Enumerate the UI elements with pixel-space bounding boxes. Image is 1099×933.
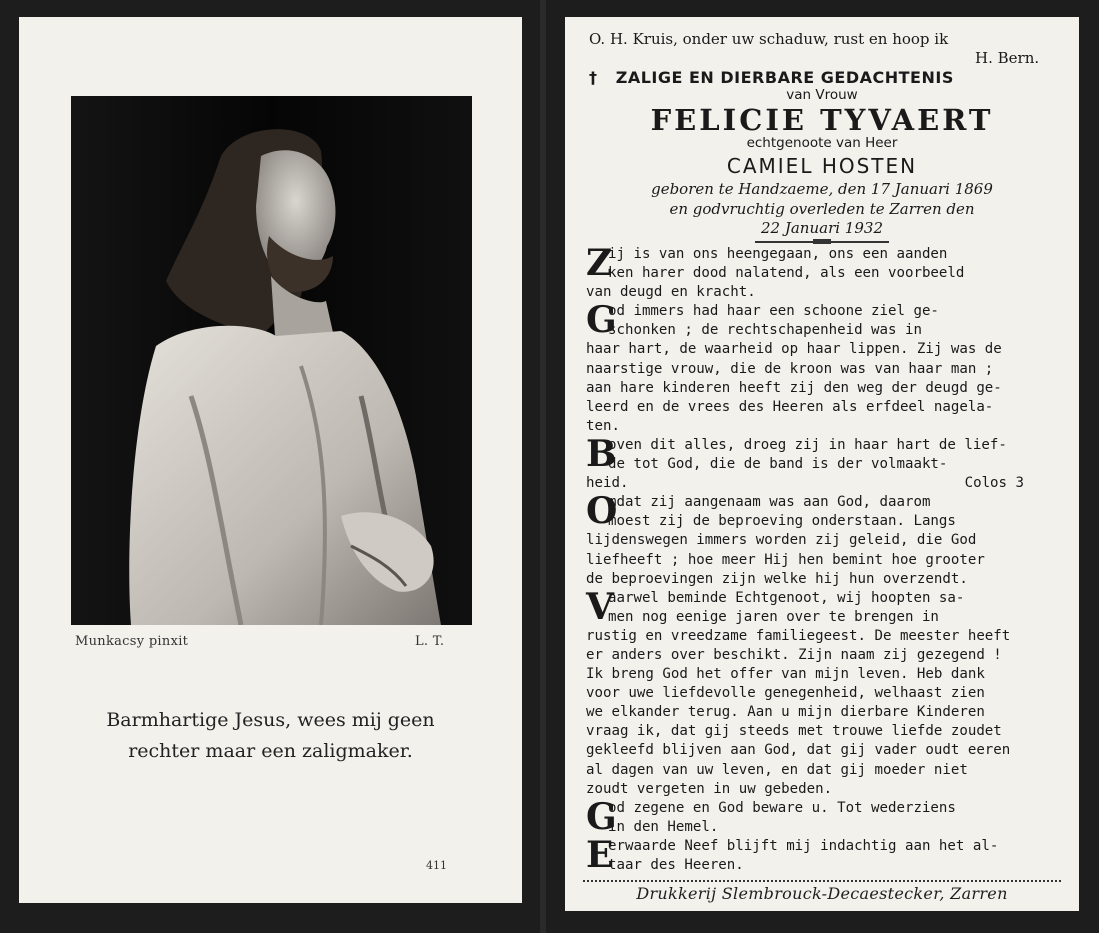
engraver-caption: L. T.	[415, 634, 445, 649]
right-card	[546, 0, 1099, 933]
card-number: 411	[426, 859, 447, 872]
drop-cap: E	[586, 833, 614, 876]
left-card	[0, 0, 540, 933]
cross-icon: †	[589, 68, 598, 87]
left-card-face	[19, 17, 522, 903]
prayer-line: Barmhartige Jesus, wees mij geen	[106, 709, 435, 731]
drop-cap: O	[586, 490, 618, 533]
divider-rule	[755, 241, 889, 243]
portrait-image	[71, 96, 472, 625]
prayer-text	[49, 705, 492, 767]
memorial-title-row	[589, 68, 954, 87]
deceased-name: FELICIE TYVAERT	[650, 103, 994, 137]
death-date: 22 Januari 1932	[761, 219, 883, 237]
right-card-face	[565, 17, 1079, 911]
van-vrouw: van Vrouw	[786, 87, 858, 103]
memorial-title: ZALIGE EN DIERBARE GEDACHTENIS	[615, 68, 954, 87]
memorial-text	[586, 242, 1060, 876]
artist-caption: Munkacsy pinxit	[75, 634, 189, 649]
drop-cap: G	[586, 795, 617, 838]
spouse-intro: echtgenoote van Heer	[746, 135, 898, 151]
paragraph: E erwaarde Neef blijft mij indachtig aan het al- taar des Heeren.	[586, 833, 999, 876]
birth-line: geboren te Handzaeme, den 17 Januari 1869	[651, 180, 993, 198]
scripture-reference: Colos 3	[964, 475, 1024, 492]
printer-credit: Drukkerij Slembrouck-Decaestecker, Zarren	[636, 884, 1008, 903]
paragraph: Z ij is van ons heengegaan, ons een aanden ken harer dood nalatend, als een voorbeeld van deugd en kracht.	[586, 242, 965, 301]
paragraph: G od immers had haar een schoone ziel ge- schonken ; de rechtschapenheid was in haar hart, de waarheid op haar lippen. Zij was de naarstige vrouw, die de kroon was van haar man ; aan hare kinderen heeft zij den weg der deugd ge- leerd en de vrees des Heeren als erfdeel nagela- ten.	[586, 299, 1002, 434]
death-line: en godvruchtig overleden te Zarren den	[669, 200, 975, 218]
paragraph: G od zegene en God beware u. Tot wederziens in den Hemel.	[586, 795, 956, 838]
drop-cap: V	[586, 585, 614, 628]
paragraph: O mdat zij aangenaam was aan God, daarom moest zij de beproeving onderstaan. Langs lijdenswegen immers worden zij geleid, die God liefheeft ; hoe meer Hij hen bemint hoe grooter de beproevingen zijn welke hij hun overzendt.	[586, 490, 985, 587]
paragraph: B oven dit alles, droeg zij in haar hart de lief- de tot God, die de band is der volmaakt- heid. Colos 3	[586, 436, 1060, 493]
dotted-divider	[583, 880, 1061, 882]
drop-cap: B	[586, 432, 617, 475]
prayer-line: rechter maar een zaligmaker.	[128, 740, 413, 762]
drop-cap: Z	[586, 242, 613, 284]
header-quote: O. H. Kruis, onder uw schaduw, rust en hoop ik	[589, 30, 949, 48]
spouse-name: CAMIEL HOSTEN	[726, 154, 918, 178]
header-attribution: H. Bern.	[975, 49, 1040, 67]
paragraph: V aarwel beminde Echtgenoot, wij hoopten sa- men nog eenige jaren over te brengen in rustig en vreedzame familiegeest. De meester heeft er anders over beschikt. Zijn naam zij gezegend ! Ik breng God het offer van mijn leven. Heb dank voor uwe liefdevolle genegenheid, welhaast zien we elkander terug. Aan u mijn dierbare Kinderen vraag ik, dat gij steeds met trouwe liefde zoudet gekleefd blijven aan God, dat gij vader oudt eeren al dagen van uw leven, en dat gij moeder niet zoudt vergeten in uw gebeden.	[586, 585, 1011, 797]
drop-cap: G	[586, 299, 617, 342]
